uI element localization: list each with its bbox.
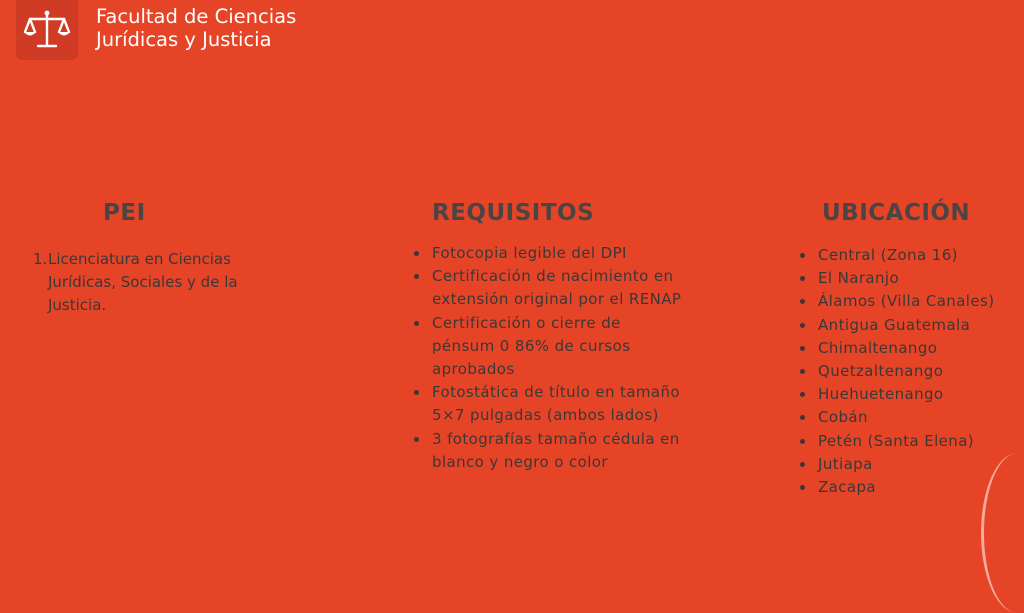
- pei-item-number: 1.: [33, 250, 48, 268]
- faculty-name-line1: Facultad de Ciencias: [96, 5, 297, 28]
- ubicacion-item: Jutiapa: [798, 453, 1018, 476]
- requisito-item: Certificación de nacimiento en extensión original por el RENAP: [412, 265, 687, 311]
- requisito-item: Fotostática de título en tamaño 5×7 pulgadas (ambos lados): [412, 381, 687, 427]
- requisito-item: Fotocopia legible del DPI: [412, 242, 687, 265]
- pei-list-container: [33, 248, 268, 318]
- pei-list: [33, 248, 268, 318]
- ubicacion-heading: UBICACIÓN: [822, 200, 971, 226]
- ubicacion-item: Cobán: [798, 406, 1018, 429]
- pei-item: [33, 248, 268, 318]
- pei-item-text: Licenciatura en Ciencias Jurídicas, Sociales y de la Justicia.: [48, 250, 238, 315]
- faculty-name: [96, 5, 296, 51]
- ubicacion-item: Central (Zona 16): [798, 244, 1018, 267]
- requisitos-list: [412, 242, 687, 474]
- pei-heading: PEI: [103, 200, 146, 226]
- ubicacion-item: Petén (Santa Elena): [798, 430, 1018, 453]
- ubicacion-item: Álamos (Villa Canales): [798, 290, 1018, 313]
- ubicacion-item: El Naranjo: [798, 267, 1018, 290]
- faculty-name-line2: Jurídicas y Justicia: [96, 28, 272, 51]
- ubicacion-item: Zacapa: [798, 476, 1018, 499]
- ubicacion-item: Chimaltenango: [798, 337, 1018, 360]
- site-header: [16, 0, 296, 60]
- ubicacion-list: [798, 244, 1018, 499]
- faculty-logo[interactable]: [16, 0, 78, 60]
- ubicacion-item: Antigua Guatemala: [798, 314, 1018, 337]
- requisito-item: 3 fotografías tamaño cédula en blanco y negro o color: [412, 428, 687, 474]
- ubicacion-list-container: [798, 244, 1018, 499]
- requisitos-list-container: [412, 242, 687, 474]
- requisito-item: Certificación o cierre de pénsum 0 86% de cursos aprobados: [412, 312, 687, 382]
- scales-of-justice-icon: [22, 9, 72, 51]
- ubicacion-item: Huehuetenango: [798, 383, 1018, 406]
- ubicacion-item: Quetzaltenango: [798, 360, 1018, 383]
- requisitos-heading: REQUISITOS: [432, 200, 595, 226]
